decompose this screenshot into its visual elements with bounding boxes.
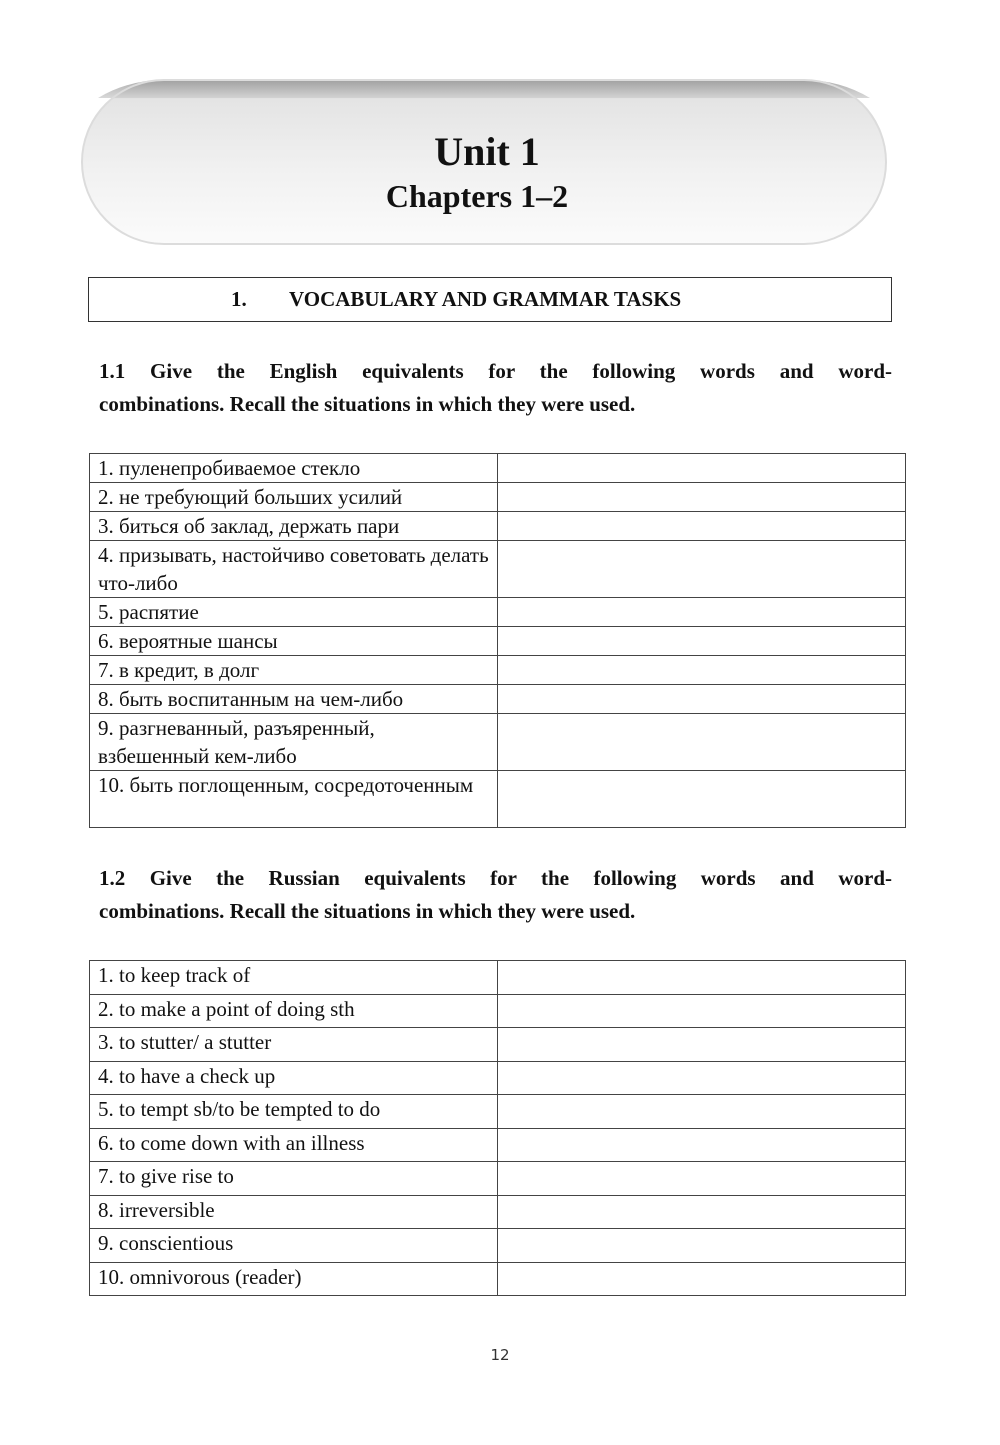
task-1-line-1: 1.1 Give the English equivalents for the following words and word- <box>99 359 892 383</box>
answer-cell[interactable] <box>498 541 906 598</box>
term-cell: 4. призывать, настойчиво советовать делать что-либо <box>90 541 498 598</box>
answer-cell[interactable] <box>498 1195 906 1229</box>
term-cell: 2. to make a point of doing sth <box>90 994 498 1028</box>
table-row <box>90 1195 906 1229</box>
answer-cell[interactable] <box>498 1128 906 1162</box>
section-title: VOCABULARY AND GRAMMAR TASKS <box>289 287 682 311</box>
task-2-table <box>89 960 906 1296</box>
answer-cell[interactable] <box>498 1028 906 1062</box>
table-row <box>90 656 906 685</box>
table-row <box>90 541 906 598</box>
table-row <box>90 483 906 512</box>
table-row <box>90 1262 906 1296</box>
task-2-line-2: combinations. Recall the situations in which they were used. <box>99 899 636 923</box>
table-row <box>90 1028 906 1062</box>
term-cell: 5. распятие <box>90 598 498 627</box>
answer-cell[interactable] <box>498 685 906 714</box>
term-cell: 6. to come down with an illness <box>90 1128 498 1162</box>
answer-cell[interactable] <box>498 1262 906 1296</box>
answer-cell[interactable] <box>498 714 906 771</box>
term-cell: 6. вероятные шансы <box>90 627 498 656</box>
answer-cell[interactable] <box>498 1061 906 1095</box>
answer-cell[interactable] <box>498 961 906 995</box>
section-heading-box <box>88 277 892 322</box>
term-cell: 1. пуленепробиваемое стекло <box>90 454 498 483</box>
table-row <box>90 1061 906 1095</box>
table-row <box>90 1128 906 1162</box>
term-cell: 8. быть воспитанным на чем-либо <box>90 685 498 714</box>
page-number: 12 <box>490 1346 510 1364</box>
table-row <box>90 685 906 714</box>
term-cell: 10. быть поглощенным, сосредоточенным <box>90 771 498 828</box>
table-row <box>90 1095 906 1129</box>
table-row <box>90 454 906 483</box>
table-row <box>90 627 906 656</box>
answer-cell[interactable] <box>498 994 906 1028</box>
term-cell: 9. разгневанный, разъяренный, взбешенный кем-либо <box>90 714 498 771</box>
answer-cell[interactable] <box>498 483 906 512</box>
task-1-line-2: combinations. Recall the situations in which they were used. <box>99 392 636 416</box>
answer-cell[interactable] <box>498 627 906 656</box>
table-row <box>90 714 906 771</box>
term-cell: 7. в кредит, в долг <box>90 656 498 685</box>
chapters-title: Chapters 1–2 <box>385 178 569 214</box>
term-cell: 9. conscientious <box>90 1229 498 1263</box>
answer-cell[interactable] <box>498 656 906 685</box>
task-2-instruction <box>99 862 892 928</box>
term-cell: 2. не требующий больших усилий <box>90 483 498 512</box>
answer-cell[interactable] <box>498 454 906 483</box>
task-1-instruction <box>99 355 892 421</box>
table-row <box>90 512 906 541</box>
answer-cell[interactable] <box>498 1162 906 1196</box>
table-row <box>90 961 906 995</box>
term-cell: 8. irreversible <box>90 1195 498 1229</box>
term-cell: 1. to keep track of <box>90 961 498 995</box>
answer-cell[interactable] <box>498 771 906 828</box>
unit-title: Unit 1 <box>434 129 540 174</box>
table-row <box>90 994 906 1028</box>
term-cell: 4. to have a check up <box>90 1061 498 1095</box>
answer-cell[interactable] <box>498 512 906 541</box>
answer-cell[interactable] <box>498 598 906 627</box>
answer-cell[interactable] <box>498 1229 906 1263</box>
task-2-line-1: 1.2 Give the Russian equivalents for the following words and word- <box>99 866 892 890</box>
term-cell: 3. биться об заклад, держать пари <box>90 512 498 541</box>
term-cell: 5. to tempt sb/to be tempted to do <box>90 1095 498 1129</box>
section-number: 1. <box>231 287 247 311</box>
term-cell: 7. to give rise to <box>90 1162 498 1196</box>
table-row <box>90 1229 906 1263</box>
table-row <box>90 771 906 828</box>
table-row <box>90 1162 906 1196</box>
task-1-table <box>89 453 906 828</box>
answer-cell[interactable] <box>498 1095 906 1129</box>
term-cell: 3. to stutter/ a stutter <box>90 1028 498 1062</box>
term-cell: 10. omnivorous (reader) <box>90 1262 498 1296</box>
table-row <box>90 598 906 627</box>
